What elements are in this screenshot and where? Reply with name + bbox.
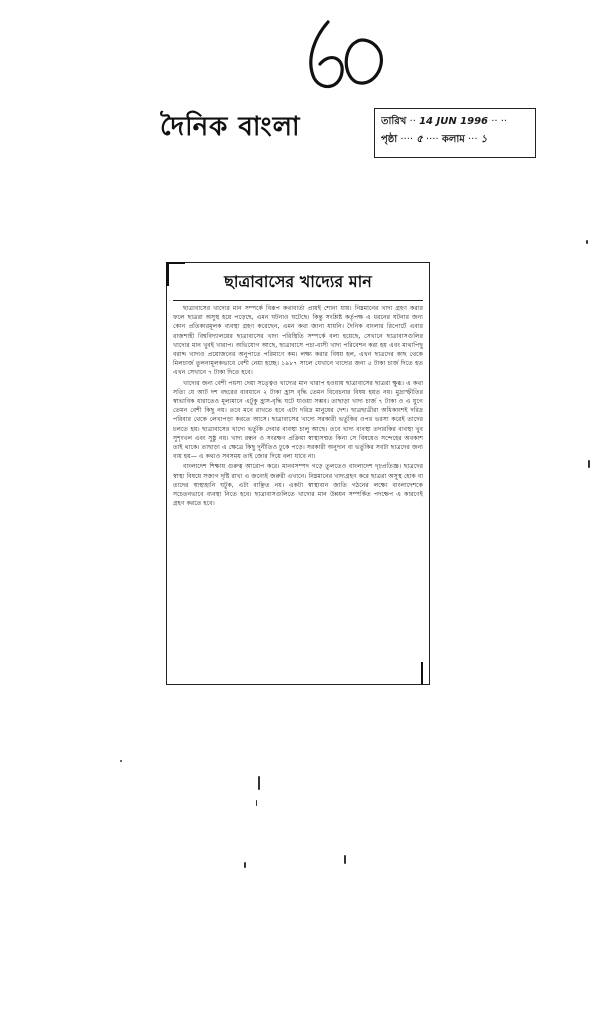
stamp-page-label: পৃষ্ঠা bbox=[381, 134, 398, 145]
clipping-corner-mark bbox=[411, 662, 423, 684]
scan-speck bbox=[120, 760, 122, 762]
article-paragraph: বাংলাদেশ শিক্ষায় গুরুত্ব আরোপ করে। মানবসম্পদ গড়ে তুলতেও বাংলাদেশ দৃঢ়প্রতিজ্ঞ। ছাত্রদের স্বাস্থ্য বিষয়ে সজাগ দৃষ্টি রাখা এ জন্যেই জরুরী এখানে। নিম্নমানের খাদ্যগ্রহণ করে ছাত্ররা অসুস্থ হোক বা তাদের স্বাস্থ্যহানি ঘটুক, এটা বাঞ্ছিত নয়। একটা স্বাস্থ্যবান জাতি গঠনের লক্ষ্যে বাংলাদেশকে সচেতনভাবে ব্যবস্থা নিতে হবে। ছাত্রাবাসগুলিতে খাদ্যের মান উন্নয়ন সম্পর্কিত পদক্ষেপ এ কারণেই গ্রহণ করতে হবে। bbox=[173, 463, 423, 508]
stamp-column-value: ১ bbox=[480, 134, 488, 145]
scan-speck bbox=[258, 776, 260, 790]
stamp-page-value: ৫ bbox=[416, 134, 423, 145]
article-headline: ছাত্রাবাসের খাদ্যের মান bbox=[224, 272, 372, 291]
date-page-stamp bbox=[374, 108, 536, 158]
handwritten-number-glyph bbox=[300, 8, 390, 98]
stamp-page-row: পৃষ্ঠা ···· ৫ ···· কলাম ··· ১ bbox=[381, 134, 488, 145]
article-paragraph: ছাত্রাবাসের খাদ্যের মান সম্পর্কে বিরূপ কথাবার্তা প্রায়ই শোনা যায়। নিম্নমানের খাদ্য গ্রহণ করার ফলে ছাত্ররা অসুস্থ হয়ে পড়েছে, এমন ঘটনাও ঘটেছে। কিন্তু সংশ্লিষ্ট কর্তৃপক্ষ এ ধরনের ঘটনার জন্য কোন প্রতিকারমূলক ব্যবস্থা গ্রহণ করেছেন, এমন কথা জানা যায়নি। দৈনিক বাংলার রিপোর্টে এবার রাজশাহী বিশ্ববিদ্যালয়ের ছাত্রাবাসের খাদ্য পরিস্থিতি সম্পর্কে বলা হয়েছে, সেখানে ছাত্রাবাসগুলির খাদ্যের মান খুবই খারাপ। অভিযোগ আছে, ছাত্রাবাসে পচা-বাসী খাদ্য পরিবেশন করা হয় এবং মাথাপিছু বরাদ্দ খাদ্যও প্রয়োজনের অনুপাতে পরিমাণে কম। লক্ষ্য করার বিষয় হল, এখন ছাত্রদের কাছ থেকে মিলচার্জ তুলনামূলকভাবে বেশী নেয়া হচ্ছে। ১৯৮৭ সালে যেখানে খাদ্যের জন্য ৫ টাকা চার্জ দিতে হত এখন সেখানে ৭ টাকা দিতে হবে। bbox=[173, 305, 423, 377]
newspaper-clipping bbox=[166, 262, 430, 685]
scan-speck bbox=[256, 800, 257, 806]
article-paragraph: খাদ্যের জন্য বেশী পয়সা দেয়া সত্ত্বেও খাদ্যের মান খারাপ হওয়ায় ছাত্রাবাসের ছাত্ররা ক্ষুব্ধ। এ কথা সত্যি যে আট দশ বছরের ব্যবধানে ২ টাকা হ্রাস বৃদ্ধি তেমন বিবেচনার বিষয় হয়ত নয়। মুদ্রাস্ফীতির স্বাভাবিক ধারাতেও মূল্যমানে এটুকু হ্রাস-বৃদ্ধি ঘটে যাওয়া সম্ভব। তাছাড়া খাদ্য চার্জ ৭ টাকা ও এ যুগে তেমন বেশী কিছু নয়। তবে মনে রাখতে হবে এটা দরিদ্র মানুষের দেশ। ছাত্রছাত্রীরা অধিকাংশই দরিদ্র পরিবার থেকে লেখাপড়া করতে আসে। ছাত্রাবাসের খাদ্যে সরকারী ভর্তুকির ওপর ভরসা করেই তাদের চলতে হয়। ছাত্রাবাসের খাদ্যে ভর্তুকি দেবার ব্যবস্থা চালু আছে। তবে খাদ্য ব্যবস্থা তদারকির ব্যবস্থা খুব সুশৃংখল এবং সুষ্ঠু নয়। খাদ্য রন্ধন ও সংরক্ষণ প্রক্রিয়া স্বাস্থ্যসম্মত কিনা সে বিষয়েও সন্দেহের অবকাশ তাই থাকে। তাছাড়া এ ক্ষেত্রে কিছু দুর্নীতিও ঢুকে পড়ে। সরকারী অনুদান বা ভর্তুকির সবটা ছাত্রদের জন্য ব্যয় হয়— এ কথাও সবসময় তাই জোর দিয়ে বলা যাবে না। bbox=[173, 379, 423, 461]
headline-divider bbox=[173, 300, 423, 301]
newspaper-name: দৈনিক বাংলা bbox=[160, 112, 301, 142]
clipping-corner-mark bbox=[166, 262, 185, 286]
scan-speck bbox=[586, 240, 588, 244]
handwritten-page-number bbox=[300, 8, 390, 98]
stamp-date-value: 14 JUN 1996 bbox=[419, 116, 488, 127]
stamp-date-row: তারিখ ·· 14 JUN 1996 ·· ·· bbox=[381, 116, 508, 127]
stamp-date-label: তারিখ bbox=[381, 116, 407, 127]
scan-speck bbox=[244, 862, 246, 868]
scan-speck bbox=[588, 460, 590, 468]
scan-speck bbox=[344, 855, 346, 864]
stamp-column-label: কলাম bbox=[441, 134, 465, 145]
